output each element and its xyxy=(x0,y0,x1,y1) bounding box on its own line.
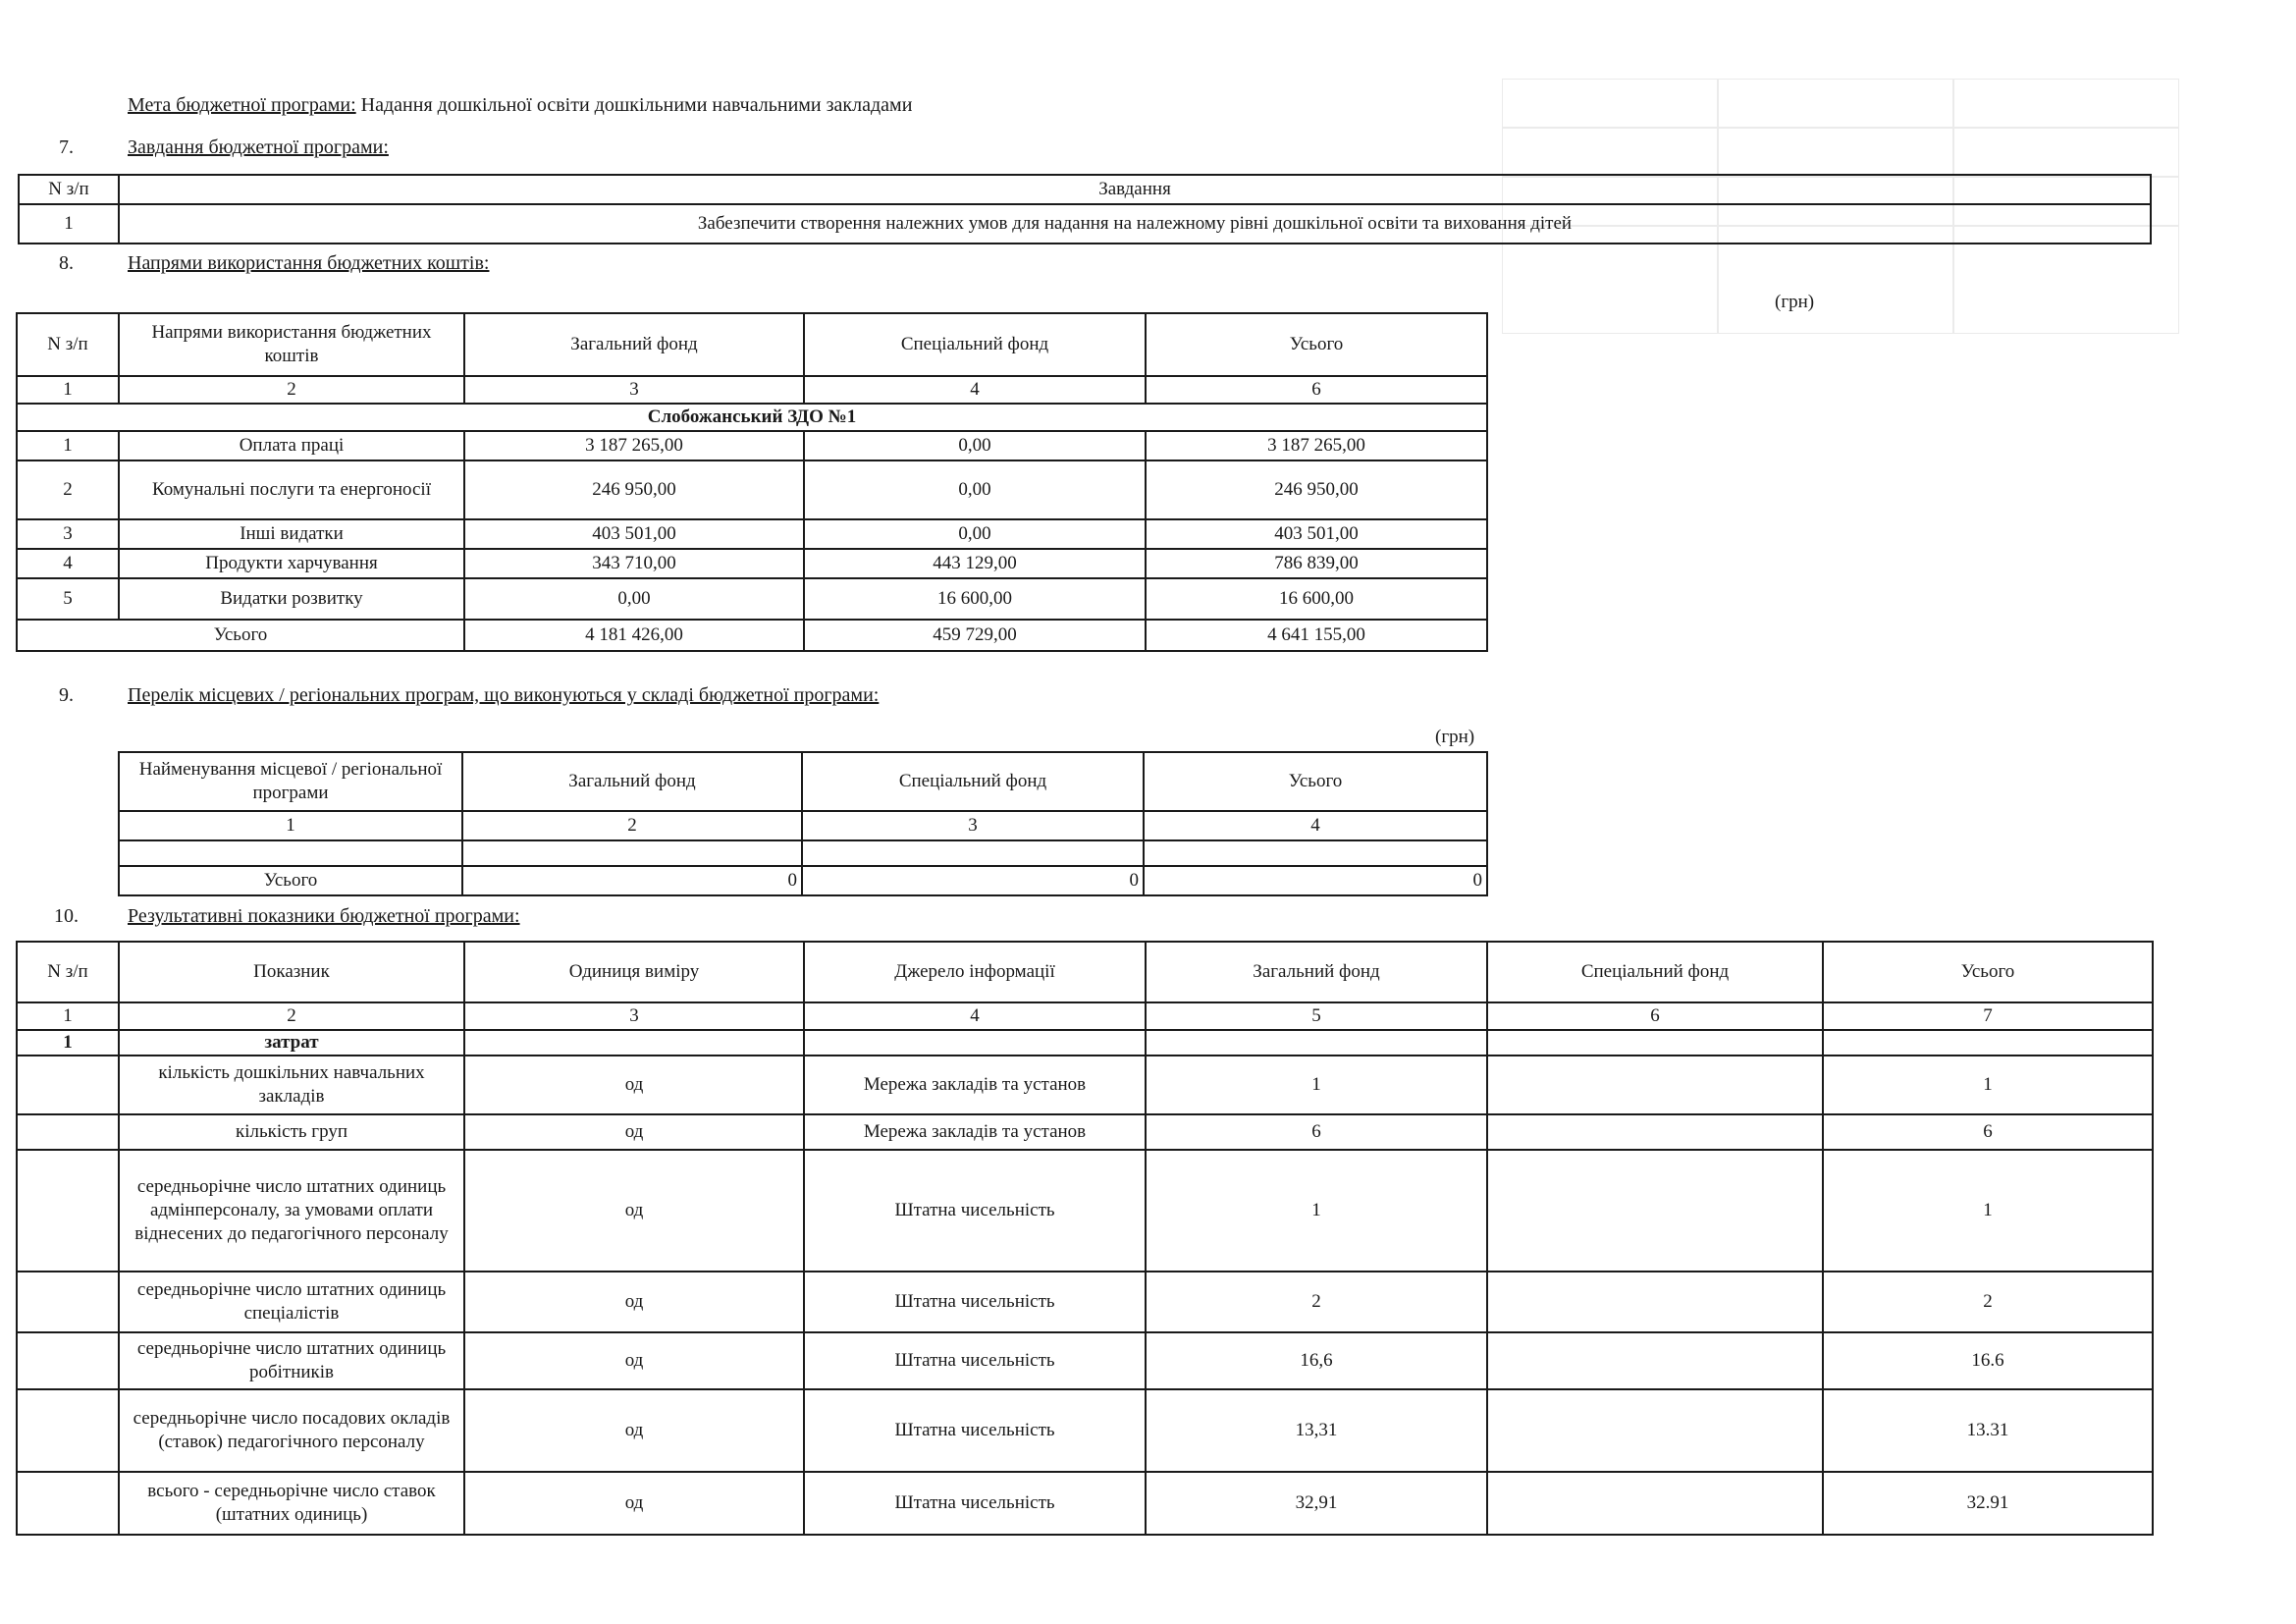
total-cell: 0 xyxy=(802,866,1144,895)
tasks-table xyxy=(18,174,2152,244)
table-cell: 13,31 xyxy=(1146,1389,1487,1472)
table-cell: 6 xyxy=(1146,1114,1487,1150)
total-label: Усього xyxy=(119,866,462,895)
table-cell: 13.31 xyxy=(1823,1389,2153,1472)
header-cell: Показник xyxy=(119,942,464,1002)
index-cell: 3 xyxy=(464,1002,804,1030)
section-8-unit: (грн) xyxy=(1775,292,1815,312)
empty-cell xyxy=(17,1332,119,1389)
table-cell: од xyxy=(464,1389,804,1472)
empty-cell xyxy=(1823,1030,2153,1056)
table-cell xyxy=(1487,1272,1823,1332)
index-row xyxy=(119,811,1487,840)
index-cell: 7 xyxy=(1823,1002,2153,1030)
table-cell: од xyxy=(464,1056,804,1114)
index-cell: 5 xyxy=(1146,1002,1487,1030)
table-cell: 1 xyxy=(1146,1150,1487,1272)
empty-cell xyxy=(17,1150,119,1272)
empty-cell xyxy=(17,1056,119,1114)
table-cell: Оплата праці xyxy=(119,431,464,460)
table-cell: 1 xyxy=(1823,1150,2153,1272)
table-cell: 3 187 265,00 xyxy=(464,431,804,460)
total-cell: 459 729,00 xyxy=(804,620,1146,651)
total-cell: 0 xyxy=(462,866,802,895)
table-row xyxy=(17,519,1487,549)
table-cell: 32,91 xyxy=(1146,1472,1487,1535)
empty-cell xyxy=(119,840,462,866)
empty-cell xyxy=(1146,1030,1487,1056)
header-cell: N з/п xyxy=(19,175,119,204)
table-row xyxy=(17,1389,2153,1472)
index-cell: 6 xyxy=(1487,1002,1823,1030)
table-header-row xyxy=(17,942,2153,1002)
section-10-number: 10. xyxy=(54,905,79,927)
table-cell: 0,00 xyxy=(804,519,1146,549)
performance-indicators-table xyxy=(16,941,2154,1536)
index-row xyxy=(17,376,1487,404)
index-cell: 2 xyxy=(462,811,802,840)
table-cell: Мережа закладів та установ xyxy=(804,1056,1146,1114)
empty-cell xyxy=(1144,840,1487,866)
table-cell: 2 xyxy=(1823,1272,2153,1332)
empty-row xyxy=(119,840,1487,866)
index-cell: 3 xyxy=(802,811,1144,840)
table-cell: 1 xyxy=(1823,1056,2153,1114)
header-cell: Загальний фонд xyxy=(1146,942,1487,1002)
group-number: 1 xyxy=(17,1030,119,1056)
table-row xyxy=(17,549,1487,578)
table-cell: 403 501,00 xyxy=(464,519,804,549)
table-cell: Штатна чисельність xyxy=(804,1332,1146,1389)
table-header-row xyxy=(19,175,2151,204)
table-cell xyxy=(1487,1056,1823,1114)
total-label: Усього xyxy=(17,620,464,651)
section-8-title: Напрями використання бюджетних коштів: xyxy=(128,252,490,274)
table-cell: 16 600,00 xyxy=(1146,578,1487,620)
index-cell: 4 xyxy=(804,376,1146,404)
table-cell xyxy=(1487,1389,1823,1472)
table-cell: 3 187 265,00 xyxy=(1146,431,1487,460)
header-cell: Спеціальний фонд xyxy=(1487,942,1823,1002)
header-cell: Спеціальний фонд xyxy=(802,752,1144,811)
section-7-number: 7. xyxy=(59,136,74,158)
table-cell: од xyxy=(464,1272,804,1332)
empty-cell xyxy=(17,1389,119,1472)
total-cell: 4 641 155,00 xyxy=(1146,620,1487,651)
header-cell: Усього xyxy=(1144,752,1487,811)
empty-cell xyxy=(802,840,1144,866)
table-cell: 2 xyxy=(17,460,119,519)
table-cell: 443 129,00 xyxy=(804,549,1146,578)
group-title: затрат xyxy=(119,1030,464,1056)
table-row xyxy=(17,1272,2153,1332)
header-cell: Загальний фонд xyxy=(462,752,802,811)
header-cell: Спеціальний фонд xyxy=(804,313,1146,376)
total-cell: 0 xyxy=(1144,866,1487,895)
header-cell: N з/п xyxy=(17,313,119,376)
header-cell: Усього xyxy=(1146,313,1487,376)
index-cell: 4 xyxy=(1144,811,1487,840)
table-row xyxy=(17,578,1487,620)
table-cell: Мережа закладів та установ xyxy=(804,1114,1146,1150)
empty-cell xyxy=(17,1472,119,1535)
goal-text: Надання дошкільної освіти дошкільними навчальними закладами xyxy=(360,94,913,116)
table-cell: Штатна чисельність xyxy=(804,1150,1146,1272)
table-cell: од xyxy=(464,1114,804,1150)
indicator-name: середньорічне число штатних одиниць робітників xyxy=(119,1332,464,1389)
table-cell xyxy=(1487,1150,1823,1272)
table-cell: 403 501,00 xyxy=(1146,519,1487,549)
total-cell: 4 181 426,00 xyxy=(464,620,804,651)
indicator-name: середньорічне число посадових окладів (ставок) педагогічного персоналу xyxy=(119,1389,464,1472)
empty-cell xyxy=(804,1030,1146,1056)
table-header-row xyxy=(17,313,1487,376)
indicator-name: середньорічне число штатних одиниць спеціалістів xyxy=(119,1272,464,1332)
empty-cell xyxy=(17,1114,119,1150)
index-cell: 3 xyxy=(464,376,804,404)
table-cell: 0,00 xyxy=(804,431,1146,460)
total-row xyxy=(17,620,1487,651)
table-cell: 4 xyxy=(17,549,119,578)
table-cell: 2 xyxy=(1146,1272,1487,1332)
table-cell: 0,00 xyxy=(464,578,804,620)
header-cell: N з/п xyxy=(17,942,119,1002)
empty-cell xyxy=(1487,1030,1823,1056)
table-cell: 1 xyxy=(19,204,119,244)
group-row xyxy=(17,404,1487,431)
table-row xyxy=(17,1056,2153,1114)
table-cell: Продукти харчування xyxy=(119,549,464,578)
table-header-row xyxy=(119,752,1487,811)
table-cell: 16,6 xyxy=(1146,1332,1487,1389)
section-10-title: Результативні показники бюджетної програми: xyxy=(128,905,520,927)
table-cell: 6 xyxy=(1823,1114,2153,1150)
section-9-title: Перелік місцевих / регіональних програм, що виконуються у складі бюджетної програми: xyxy=(128,684,880,706)
section-7-title: Завдання бюджетної програми: xyxy=(128,136,389,158)
table-cell: од xyxy=(464,1332,804,1389)
indicator-name: кількість дошкільних навчальних закладів xyxy=(119,1056,464,1114)
empty-cell xyxy=(464,1030,804,1056)
index-cell: 2 xyxy=(119,376,464,404)
local-programs-table xyxy=(118,751,1488,896)
indicator-name: всього - середньорічне число ставок (штатних одиниць) xyxy=(119,1472,464,1535)
index-cell: 1 xyxy=(17,1002,119,1030)
table-cell: 16 600,00 xyxy=(804,578,1146,620)
table-cell: 1 xyxy=(17,431,119,460)
header-cell: Одиниця виміру xyxy=(464,942,804,1002)
budget-directions-table xyxy=(16,312,1488,652)
table-row xyxy=(17,431,1487,460)
table-cell: 1 xyxy=(1146,1056,1487,1114)
group-row xyxy=(17,1030,2153,1056)
table-cell: 0,00 xyxy=(804,460,1146,519)
goal-line xyxy=(128,94,912,117)
table-cell: 786 839,00 xyxy=(1146,549,1487,578)
index-row xyxy=(17,1002,2153,1030)
header-cell: Напрями використання бюджетних коштів xyxy=(119,313,464,376)
section-9-unit: (грн) xyxy=(1435,727,1475,747)
table-row xyxy=(19,204,2151,244)
table-cell: 3 xyxy=(17,519,119,549)
table-row xyxy=(17,1114,2153,1150)
indicator-name: кількість груп xyxy=(119,1114,464,1150)
indicator-name: середньорічне число штатних одиниць адмінперсоналу, за умовами оплати віднесених до педагогічного персоналу xyxy=(119,1150,464,1272)
table-cell xyxy=(1487,1332,1823,1389)
table-cell: Комунальні послуги та енергоносії xyxy=(119,460,464,519)
table-cell: Видатки розвитку xyxy=(119,578,464,620)
table-cell: од xyxy=(464,1150,804,1272)
goal-label: Мета бюджетної програми: xyxy=(128,94,356,116)
table-cell: 343 710,00 xyxy=(464,549,804,578)
table-cell: 246 950,00 xyxy=(1146,460,1487,519)
table-cell: 32.91 xyxy=(1823,1472,2153,1535)
index-cell: 4 xyxy=(804,1002,1146,1030)
total-row xyxy=(119,866,1487,895)
index-cell: 2 xyxy=(119,1002,464,1030)
header-cell: Загальний фонд xyxy=(464,313,804,376)
table-cell xyxy=(1487,1114,1823,1150)
table-cell: од xyxy=(464,1472,804,1535)
header-cell: Завдання xyxy=(119,175,2151,204)
table-cell: Штатна чисельність xyxy=(804,1389,1146,1472)
empty-cell xyxy=(462,840,802,866)
table-cell: Забезпечити створення належних умов для надання на належному рівні дошкільної освіти та виховання дітей xyxy=(119,204,2151,244)
index-cell: 6 xyxy=(1146,376,1487,404)
header-cell: Джерело інформації xyxy=(804,942,1146,1002)
table-cell: Штатна чисельність xyxy=(804,1272,1146,1332)
header-cell: Усього xyxy=(1823,942,2153,1002)
group-title: Слобожанський ЗДО №1 xyxy=(17,404,1487,431)
index-cell: 1 xyxy=(17,376,119,404)
table-cell: Штатна чисельність xyxy=(804,1472,1146,1535)
table-row xyxy=(17,1472,2153,1535)
table-cell: 246 950,00 xyxy=(464,460,804,519)
table-cell: 5 xyxy=(17,578,119,620)
index-cell: 1 xyxy=(119,811,462,840)
table-row xyxy=(17,1332,2153,1389)
table-row xyxy=(17,460,1487,519)
table-cell: Інші видатки xyxy=(119,519,464,549)
table-cell xyxy=(1487,1472,1823,1535)
header-cell: Найменування місцевої / регіональної програми xyxy=(119,752,462,811)
empty-cell xyxy=(17,1272,119,1332)
section-8-number: 8. xyxy=(59,252,74,274)
section-9-number: 9. xyxy=(59,684,74,706)
table-row xyxy=(17,1150,2153,1272)
table-cell: 16.6 xyxy=(1823,1332,2153,1389)
